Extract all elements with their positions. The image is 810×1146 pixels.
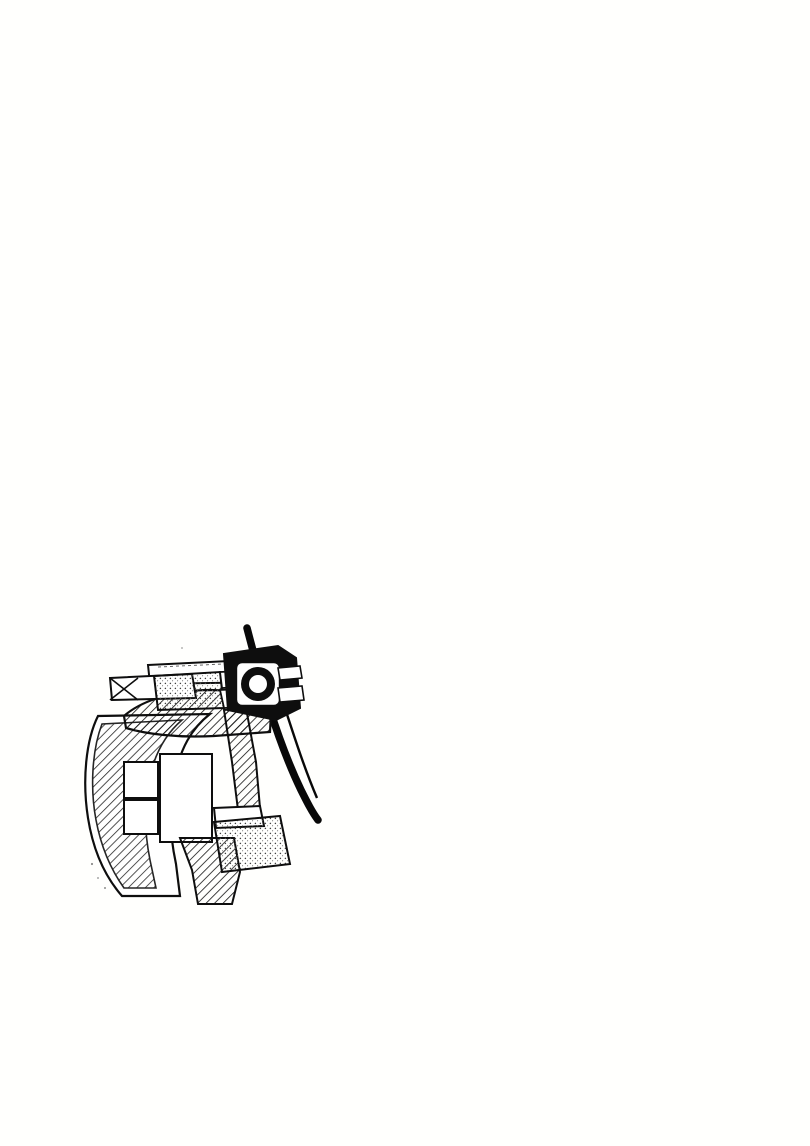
figure-5-caption: [412, 806, 742, 822]
figure-4-illustration: [64, 612, 390, 912]
figure-4-caption: [62, 890, 392, 906]
figure-5-charts: [414, 372, 744, 797]
hose-bladder: [214, 816, 290, 872]
